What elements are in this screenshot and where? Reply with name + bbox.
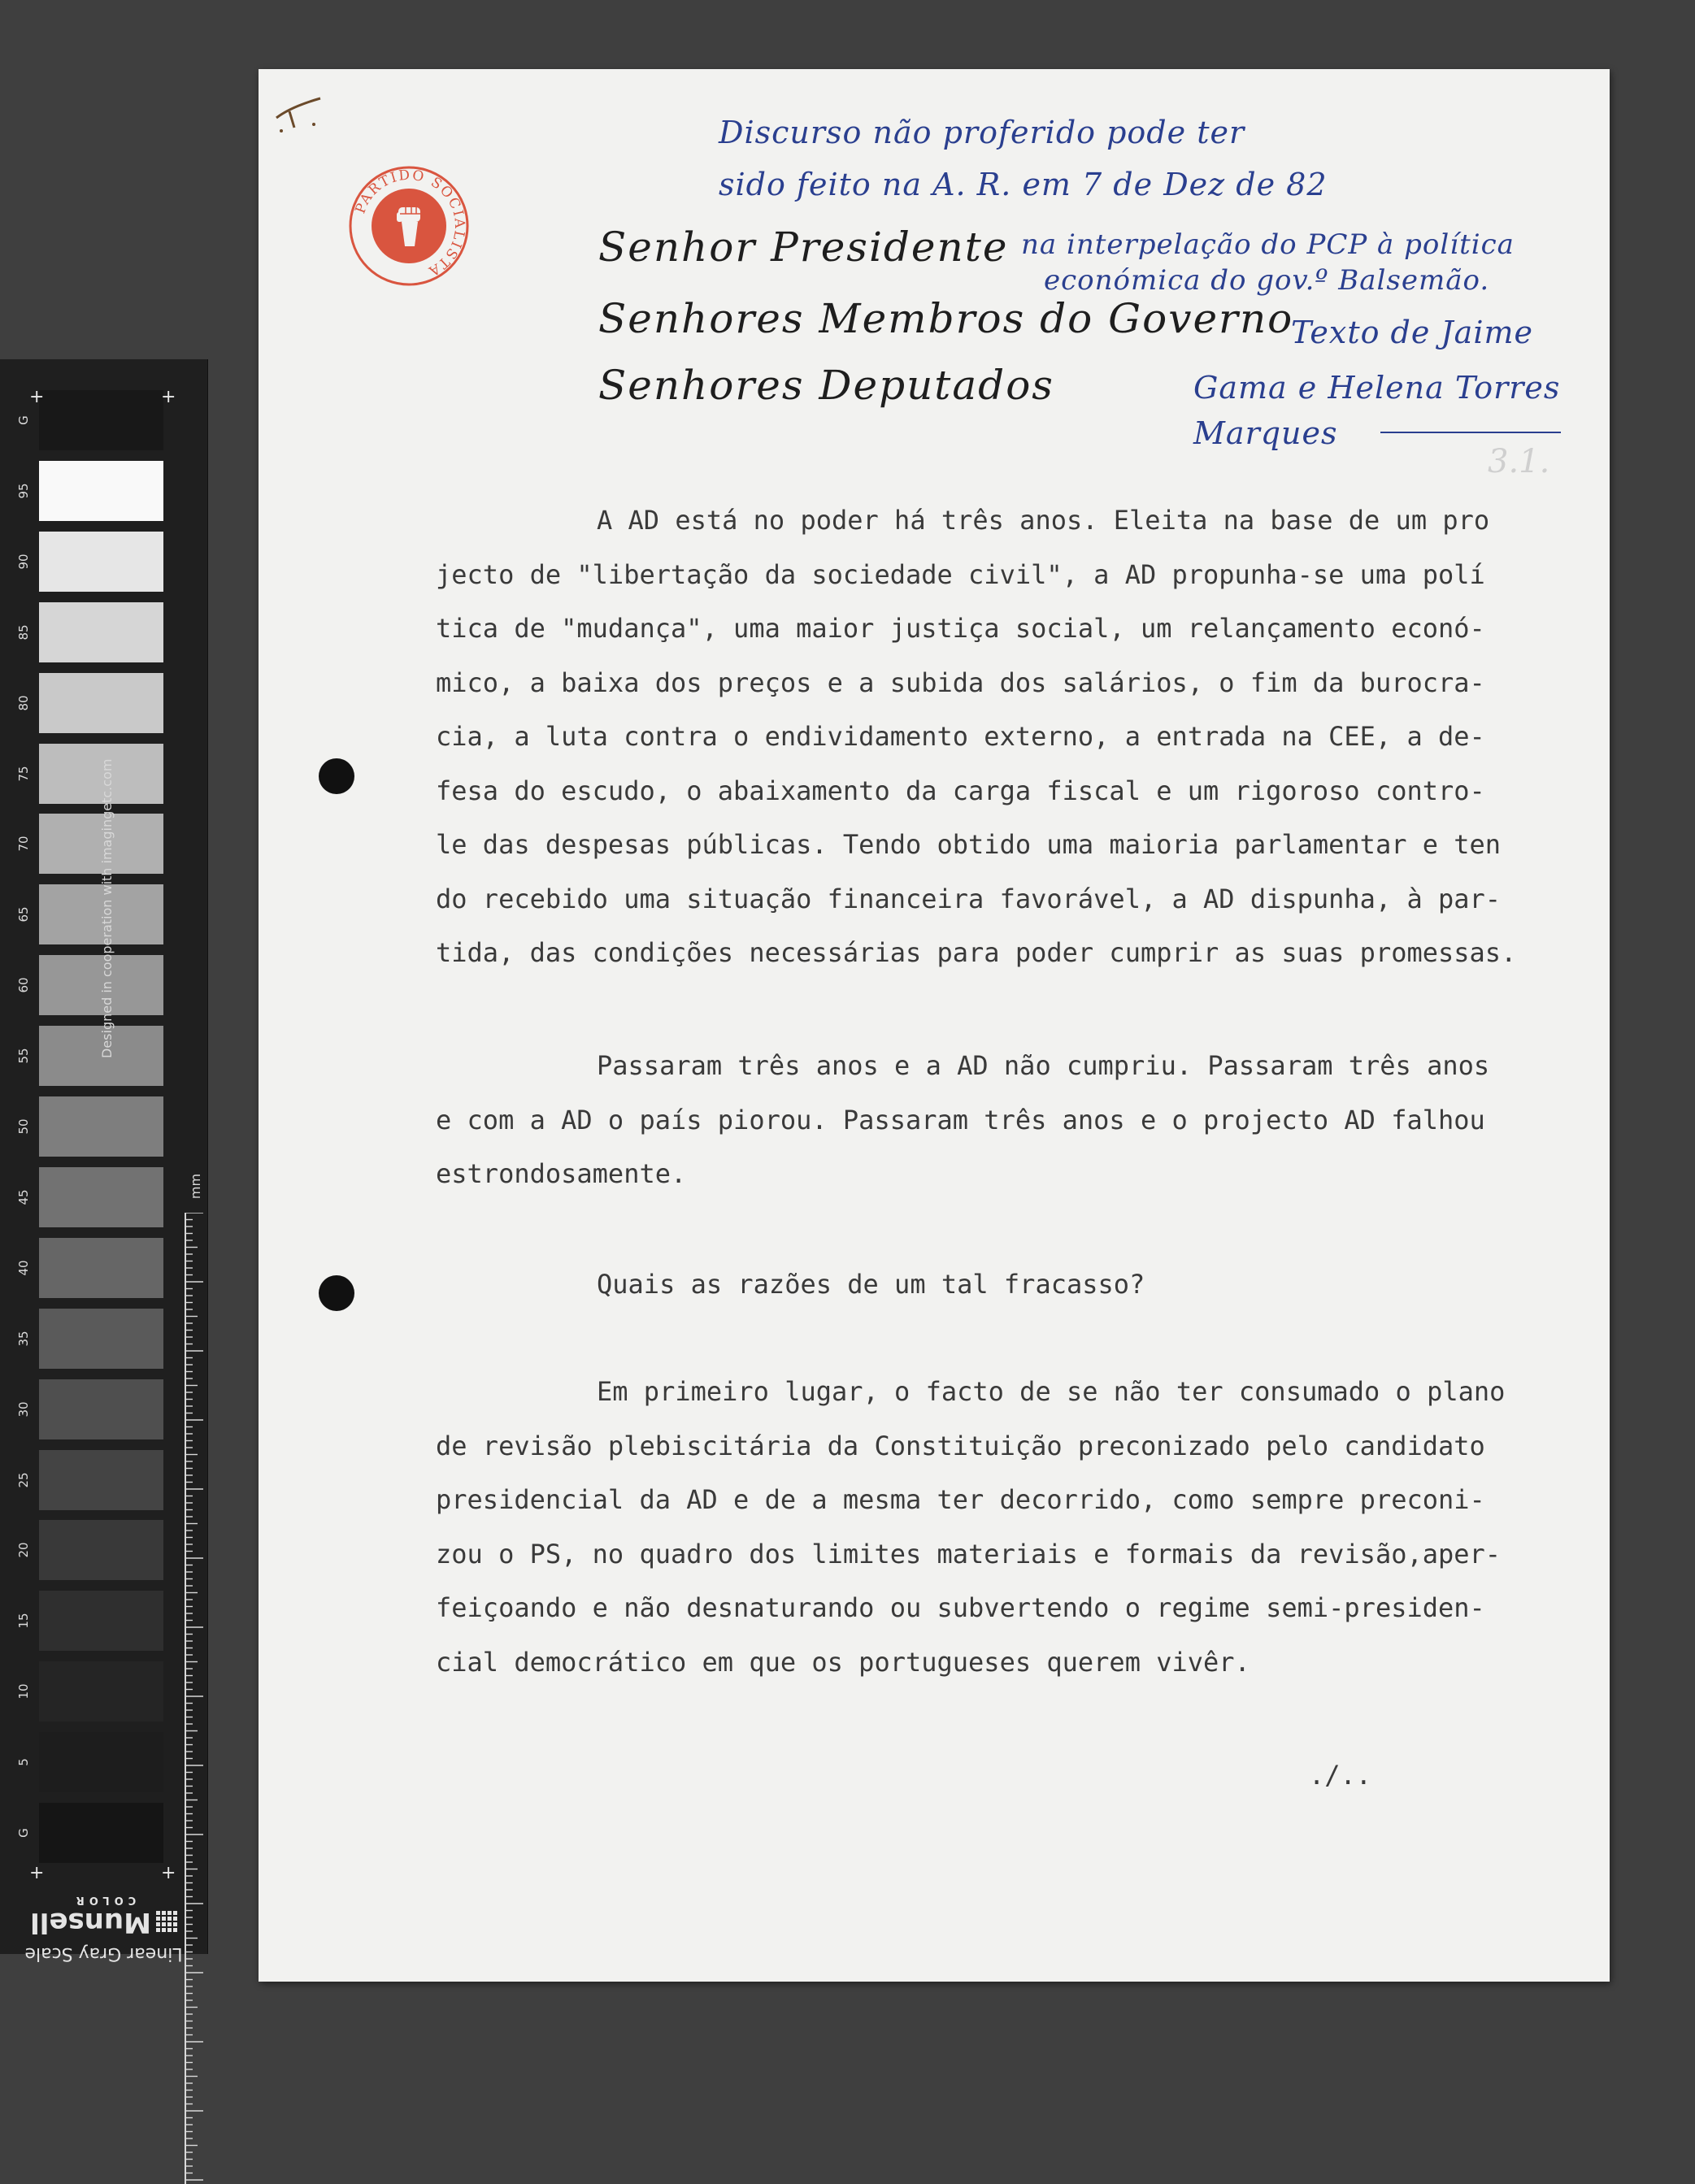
salutation-line-1: Senhor Presidente xyxy=(598,224,1009,271)
typed-line: cial democrático em que os portugueses querem vivêr. xyxy=(436,1646,1250,1678)
gray-patch xyxy=(39,1450,163,1510)
typed-line: Em primeiro lugar, o facto de se não ter consumado o plano xyxy=(597,1376,1506,1407)
gray-patch-label: 75 xyxy=(16,765,31,782)
party-name: PARTIDO SOCIALISTA xyxy=(352,167,468,280)
party-logo xyxy=(348,165,470,287)
gray-patch xyxy=(39,1167,163,1227)
gray-patch xyxy=(39,1379,163,1439)
gray-patch-label: 55 xyxy=(16,1048,31,1064)
annotation-line-6: Gama e Helena Torres xyxy=(1193,370,1561,406)
gray-patch-label: 15 xyxy=(16,1613,31,1629)
typed-line: feiçoando e não desnaturando ou subvertendo o regime semi-presiden- xyxy=(436,1592,1485,1623)
gray-patch xyxy=(39,461,163,521)
typed-line: tida, das condições necessárias para poder cumprir as suas promessas. xyxy=(436,937,1517,968)
gray-patch xyxy=(39,1238,163,1298)
punch-hole xyxy=(319,1275,354,1311)
crosshair-icon: + xyxy=(161,387,176,407)
typed-line: e com a AD o país piorou. Passaram três anos e o projecto AD falhou xyxy=(436,1104,1485,1135)
typed-line: zou o PS, no quadro dos limites materiais e formais da revisão,aper- xyxy=(436,1538,1502,1570)
gray-patch-label: 20 xyxy=(16,1542,31,1558)
gray-patch xyxy=(39,1520,163,1580)
annotation-line-1: Discurso não proferido pode ter xyxy=(719,115,1245,150)
salutation-line-3: Senhores Deputados xyxy=(598,362,1054,409)
crosshair-icon: + xyxy=(29,1863,45,1883)
brand-logo xyxy=(24,1894,183,1939)
brand-color-word: COLOR xyxy=(71,1894,137,1906)
gray-patch xyxy=(39,602,163,662)
gray-patch-label: 5 xyxy=(16,1758,31,1766)
gray-patch-label: G xyxy=(16,415,31,425)
typed-line: cia, a luta contra o endividamento externo, a entrada na CEE, a de- xyxy=(436,721,1485,752)
card-brand xyxy=(24,1894,183,1964)
typed-line: estrondosamente. xyxy=(436,1158,687,1189)
gray-patch-label: 95 xyxy=(16,483,31,499)
annotation-line-2: sido feito na A. R. em 7 de Dez de 82 xyxy=(719,167,1328,202)
typed-line: tica de "mudança", uma maior justiça social, um relançamento econó- xyxy=(436,613,1485,644)
punch-hole xyxy=(319,758,354,794)
continuation-mark: ./.. xyxy=(1309,1760,1372,1791)
millimeter-ruler xyxy=(184,1213,205,2184)
gray-patch-label: 90 xyxy=(16,554,31,570)
gray-patch-label: 25 xyxy=(16,1471,31,1488)
crosshair-icon: + xyxy=(161,1863,176,1883)
gray-patch-label: 50 xyxy=(16,1118,31,1135)
gray-patch-label: G xyxy=(16,1828,31,1838)
gray-patch-label: 80 xyxy=(16,695,31,711)
crosshair-icon: + xyxy=(29,387,45,407)
gray-patch-label: 65 xyxy=(16,906,31,923)
gray-patch xyxy=(39,1309,163,1369)
annotation-line-3: na interpelação do PCP à política xyxy=(1021,228,1515,261)
scale-name: Linear Gray Scale xyxy=(24,1943,183,1964)
document-page xyxy=(259,69,1610,1982)
pen-scratch-mark xyxy=(275,93,324,134)
card-side-text: Designed in cooperation with imagingetc.com xyxy=(99,758,115,1058)
gray-patch-label: 10 xyxy=(16,1683,31,1700)
typed-line: Quais as razões de um tal fracasso? xyxy=(597,1269,1145,1300)
annotation-line-4: económica do gov.º Balsemão. xyxy=(1044,264,1490,297)
pencil-folio-mark: 3.1. xyxy=(1488,443,1550,480)
gray-patch-label: 30 xyxy=(16,1401,31,1418)
typed-line: Passaram três anos e a AD não cumpriu. Passaram três anos xyxy=(597,1050,1490,1081)
munsell-grid-icon xyxy=(156,1911,177,1932)
gray-patch-label: 45 xyxy=(16,1189,31,1205)
typed-line: le das despesas públicas. Tendo obtido uma maioria parlamentar e ten xyxy=(436,829,1502,860)
annotation-line-5: Texto de Jaime xyxy=(1291,315,1533,350)
annotation-underline xyxy=(1380,432,1561,433)
typed-line: A AD está no poder há três anos. Eleita na base de um pro xyxy=(597,505,1490,536)
gray-scale-card xyxy=(0,359,208,1964)
annotation-line-7: Marques xyxy=(1193,415,1338,451)
typed-line: de revisão plebiscitária da Constituição preconizado pelo candidato xyxy=(436,1430,1485,1461)
gray-patch-label: 70 xyxy=(16,836,31,852)
salutation-line-2: Senhores Membros do Governo xyxy=(598,295,1294,342)
brand-name: Munsell xyxy=(30,1906,151,1939)
typed-line: fesa do escudo, o abaixamento da carga fiscal e um rigoroso contro- xyxy=(436,775,1485,806)
gray-patch xyxy=(39,390,163,450)
gray-patch-label: 85 xyxy=(16,624,31,640)
gray-patch xyxy=(39,1661,163,1722)
ruler-unit-label: mm xyxy=(188,1173,204,1200)
gray-patch-label: 40 xyxy=(16,1260,31,1276)
gray-patch-label: 60 xyxy=(16,977,31,993)
gray-patch xyxy=(39,1591,163,1651)
typed-line: mico, a baixa dos preços e a subida dos salários, o fim da burocra- xyxy=(436,666,1485,698)
gray-patch xyxy=(39,532,163,592)
typed-line: presidencial da AD e de a mesma ter decorrido, como sempre preconi- xyxy=(436,1484,1485,1515)
gray-patch xyxy=(39,1096,163,1157)
typed-line: jecto de "libertação da sociedade civil", a AD propunha-se uma polí xyxy=(436,558,1485,590)
gray-patch xyxy=(39,673,163,733)
gray-patch-label: 35 xyxy=(16,1331,31,1347)
gray-patch xyxy=(39,1732,163,1792)
gray-patch xyxy=(39,1803,163,1863)
typed-line: do recebido uma situação financeira favorável, a AD dispunha, à par- xyxy=(436,883,1502,914)
